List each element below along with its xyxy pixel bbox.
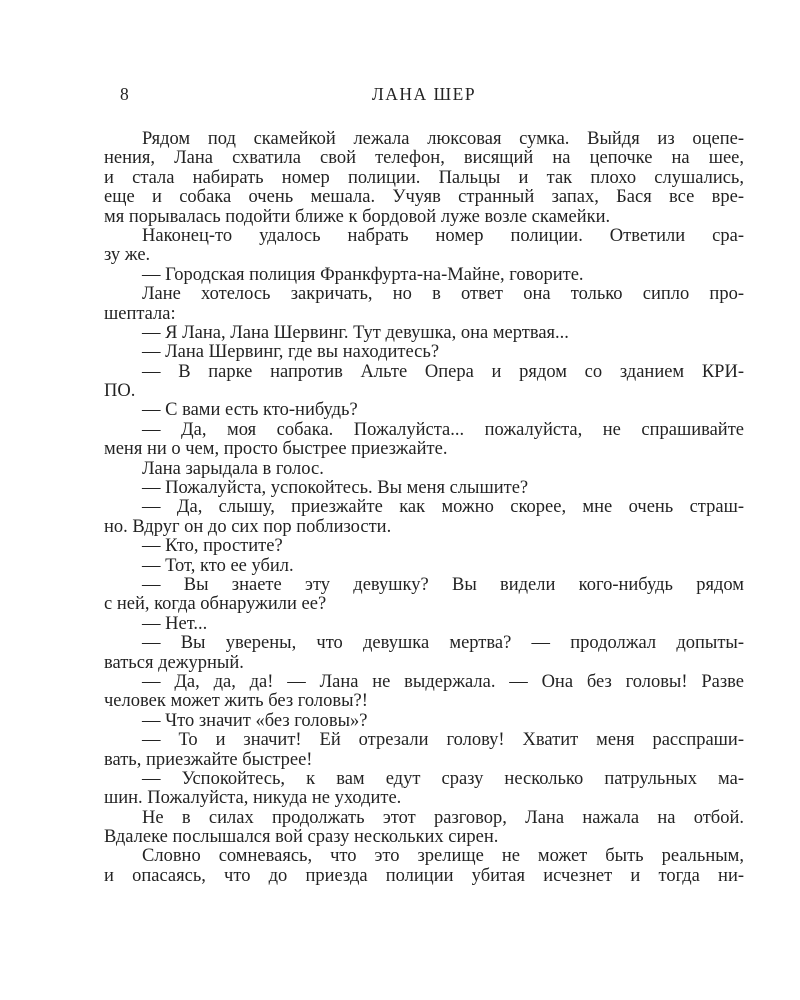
paragraph bbox=[104, 673, 744, 712]
text-line: шин. Пожалуйста, никуда не уходите. bbox=[104, 789, 402, 809]
text-line: — Вы знаете эту девушку? Вы видели кого-нибудь рядом bbox=[142, 575, 744, 595]
text-line: ваться дежурный. bbox=[104, 653, 244, 673]
text-line: Лане хотелось закричать, но в ответ она только сипло про- bbox=[142, 285, 744, 305]
paragraph bbox=[104, 401, 744, 420]
text-line: с ней, когда обнаружили ее? bbox=[104, 595, 327, 615]
text-line: — Вы уверены, что девушка мертва? — продолжал допыты- bbox=[142, 634, 744, 654]
text-line: — Городская полиция Франкфурта-на-Майне, говорите. bbox=[142, 265, 584, 285]
text-line: — Я Лана, Лана Шервинг. Тут девушка, она мертвая... bbox=[142, 323, 569, 343]
text-line: человек может жить без головы?! bbox=[104, 692, 368, 712]
text-line: Рядом под скамейкой лежала люксовая сумка. Выйдя из оцепе- bbox=[142, 130, 744, 149]
paragraph bbox=[104, 498, 744, 537]
paragraph bbox=[104, 770, 744, 809]
paragraph bbox=[104, 479, 744, 498]
text-line: — Да, моя собака. Пожалуйста... пожалуйста, не спрашивайте bbox=[142, 420, 744, 440]
text-line: еще и собака очень мешала. Учуяв странный запах, Бася все вре- bbox=[104, 188, 744, 208]
text-line: — Успокойтесь, к вам едут сразу несколько патрульных ма- bbox=[142, 769, 744, 789]
paragraph bbox=[104, 266, 744, 285]
text-line: Вдалеке послышался вой сразу нескольких сирен. bbox=[104, 828, 499, 848]
paragraph bbox=[104, 731, 744, 770]
text-line: Наконец-то удалось набрать номер полиции. Ответили сра- bbox=[142, 226, 744, 246]
text-line: но. Вдруг он до сих пор поблизости. bbox=[104, 517, 392, 537]
paragraph bbox=[104, 130, 744, 227]
text-line: нения, Лана схватила свой телефон, висящий на цепочке на шее, bbox=[104, 149, 744, 169]
paragraph bbox=[104, 460, 744, 479]
text-line: меня ни о чем, просто быстрее приезжайте. bbox=[104, 440, 448, 460]
text-line: ПО. bbox=[104, 382, 136, 402]
paragraph bbox=[104, 324, 744, 343]
paragraph bbox=[104, 634, 744, 673]
text-line: — Нет... bbox=[142, 614, 208, 634]
page-number: 8 bbox=[120, 84, 129, 104]
text-line: Лана зарыдала в голос. bbox=[142, 459, 324, 479]
page-header bbox=[104, 84, 744, 106]
paragraph bbox=[104, 712, 744, 731]
text-line: — С вами есть кто-нибудь? bbox=[142, 401, 358, 421]
text-line: — То и значит! Ей отрезали голову! Хватит меня расспраши- bbox=[142, 731, 744, 751]
paragraph bbox=[104, 227, 744, 266]
paragraph bbox=[104, 847, 744, 886]
text-line: Словно сомневаясь, что это зрелище не может быть реальным, bbox=[142, 847, 744, 867]
running-title: ЛАНА ШЕР bbox=[371, 84, 477, 104]
text-line: и опасаясь, что до приезда полиции убитая исчезнет и тогда ни- bbox=[104, 866, 744, 886]
text-line: — В парке напротив Альте Опера и рядом со зданием КРИ- bbox=[142, 362, 744, 382]
text-line: шептала: bbox=[104, 304, 176, 324]
paragraph bbox=[104, 421, 744, 460]
text-line: вать, приезжайте быстрее! bbox=[104, 750, 313, 770]
text-line: — Да, да, да! — Лана не выдержала. — Она без головы! Разве bbox=[142, 672, 744, 692]
text-line: — Лана Шервинг, где вы находитесь? bbox=[142, 343, 440, 363]
body-text bbox=[104, 130, 744, 886]
text-line: — Тот, кто ее убил. bbox=[142, 556, 294, 576]
text-line: — Кто, простите? bbox=[142, 537, 283, 557]
paragraph bbox=[104, 363, 744, 402]
paragraph bbox=[104, 576, 744, 615]
paragraph bbox=[104, 809, 744, 848]
text-line: мя порывалась подойти ближе к бордовой луже возле скамейки. bbox=[104, 207, 611, 227]
text-line: и стала набирать номер полиции. Пальцы и так плохо слушались, bbox=[104, 168, 744, 188]
paragraph bbox=[104, 343, 744, 362]
paragraph bbox=[104, 537, 744, 556]
text-line: — Да, слышу, приезжайте как можно скорее, мне очень страш- bbox=[142, 498, 744, 518]
text-line: зу же. bbox=[104, 246, 151, 266]
paragraph bbox=[104, 615, 744, 634]
paragraph bbox=[104, 285, 744, 324]
text-line: — Что значит «без головы»? bbox=[142, 711, 368, 731]
paragraph bbox=[104, 557, 744, 576]
text-line: Не в силах продолжать этот разговор, Лана нажала на отбой. bbox=[142, 808, 744, 828]
text-line: — Пожалуйста, успокойтесь. Вы меня слышите? bbox=[142, 479, 529, 499]
